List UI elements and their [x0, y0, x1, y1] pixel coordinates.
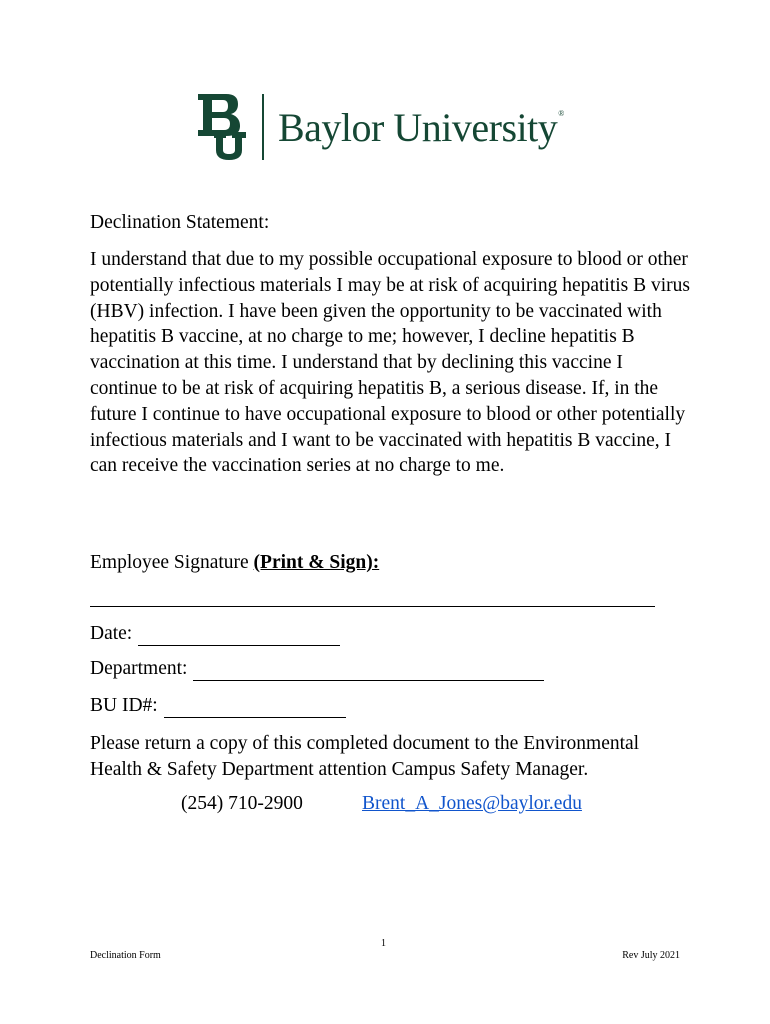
section-heading: Declination Statement:	[90, 212, 270, 233]
contact-email-link[interactable]: Brent_A_Jones@baylor.edu	[362, 793, 582, 814]
signature-emphasis: (Print & Sign):	[253, 552, 380, 573]
signature-label: Employee Signature (Print & Sign):	[90, 552, 380, 573]
university-wordmark: Baylor University®	[278, 105, 564, 150]
page-number: 1	[381, 938, 386, 949]
buid-input-line[interactable]	[164, 697, 346, 718]
logo-divider	[262, 94, 264, 160]
bu-monogram-icon	[196, 92, 248, 162]
footer-form-name: Declination Form	[90, 950, 161, 961]
registered-mark: ®	[558, 109, 564, 118]
date-field	[90, 622, 340, 646]
date-label: Date:	[90, 623, 133, 644]
department-input-line[interactable]	[193, 660, 544, 681]
buid-field	[90, 694, 346, 718]
department-field	[90, 657, 544, 681]
declination-statement: I understand that due to my possible occupational exposure to blood or other potentially infectious materials I may be at risk of acquiring hepatitis B virus (HBV) infection. I have been given the opportunity to be vaccinated with hepatitis B vaccine, at no charge to me; however, I decline hepatitis B vaccination at this time. I understand that by declining this vaccine I continue to be at risk of acquiring hepatitis B, a serious disease. If, in the future I continue to have occupational exposure to blood or other potentially infectious materials and I want to be vaccinated with hepatitis B vaccine, I can receive the vaccination series at no charge to me.	[90, 249, 691, 477]
date-input-line[interactable]	[138, 625, 340, 646]
signature-field-line[interactable]	[90, 606, 655, 607]
buid-label: BU ID#:	[90, 695, 158, 716]
department-label: Department:	[90, 658, 188, 679]
baylor-logo	[196, 92, 564, 162]
return-instructions: Please return a copy of this completed document to the Environmental Health & Safety Department attention Campus Safety Manager.	[90, 733, 640, 780]
contact-phone: (254) 710-2900	[181, 793, 303, 814]
footer-revision: Rev July 2021	[622, 950, 680, 961]
